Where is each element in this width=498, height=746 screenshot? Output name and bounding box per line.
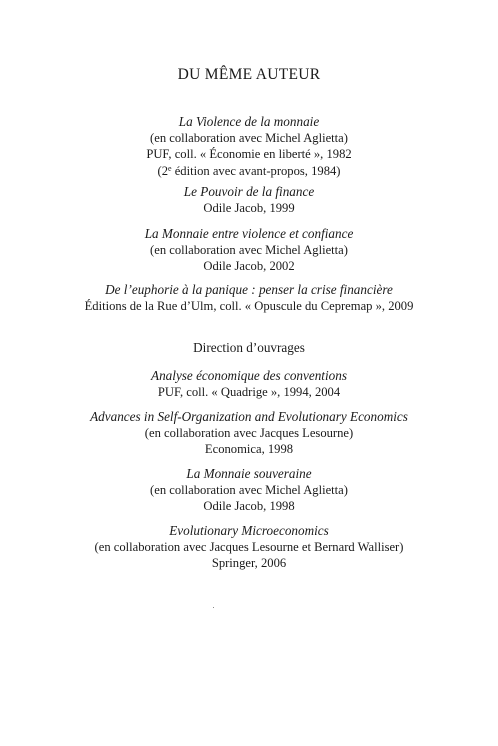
work-detail: Springer, 2006 [211, 556, 287, 571]
edition-prefix: (2 [157, 163, 168, 178]
work-title: Evolutionary Microeconomics [169, 523, 329, 538]
edition-superscript: e [168, 163, 172, 173]
work-entry [0, 523, 498, 572]
work-entry [0, 282, 498, 314]
work-edition [0, 163, 498, 179]
work-entry [0, 466, 498, 515]
work-title: Le Pouvoir de la finance [183, 184, 315, 199]
work-detail: (en collaboration avec Jacques Lesourne et Bernard Walliser) [94, 540, 404, 555]
work-title: La Violence de la monnaie [178, 114, 320, 129]
work-entry [0, 409, 498, 458]
edition-suffix: édition avec avant-propos, 1984) [171, 163, 341, 178]
work-title: De l’euphorie à la panique : penser la crise financière [105, 282, 393, 297]
work-detail: PUF, coll. « Quadrige », 1994, 2004 [157, 385, 341, 400]
work-detail: Odile Jacob, 1998 [203, 499, 295, 514]
work-title: Advances in Self-Organization and Evolutionary Economics [90, 409, 408, 424]
work-detail: Éditions de la Rue d’Ulm, coll. « Opuscule du Cepremap », 2009 [84, 299, 414, 314]
work-entry [0, 226, 498, 275]
work-entry [0, 114, 498, 179]
work-detail: Odile Jacob, 2002 [203, 259, 295, 274]
print-speck [213, 607, 214, 608]
work-detail: Odile Jacob, 1999 [203, 201, 295, 216]
section-heading: Direction d’ouvrages [193, 340, 305, 355]
work-title: La Monnaie entre violence et confiance [144, 226, 354, 241]
work-detail: (en collaboration avec Michel Aglietta) [150, 243, 348, 258]
work-detail: Economica, 1998 [204, 442, 294, 457]
work-detail: (en collaboration avec Michel Aglietta) [150, 483, 348, 498]
work-detail: PUF, coll. « Économie en liberté », 1982 [146, 147, 352, 162]
work-detail: (en collaboration avec Jacques Lesourne) [144, 426, 354, 441]
work-entry [0, 368, 498, 400]
work-title: La Monnaie souveraine [186, 466, 312, 481]
work-detail: (en collaboration avec Michel Aglietta) [150, 131, 348, 146]
work-entry [0, 184, 498, 216]
page-heading: DU MÊME AUTEUR [177, 66, 321, 83]
work-title: Analyse économique des conventions [151, 368, 347, 383]
